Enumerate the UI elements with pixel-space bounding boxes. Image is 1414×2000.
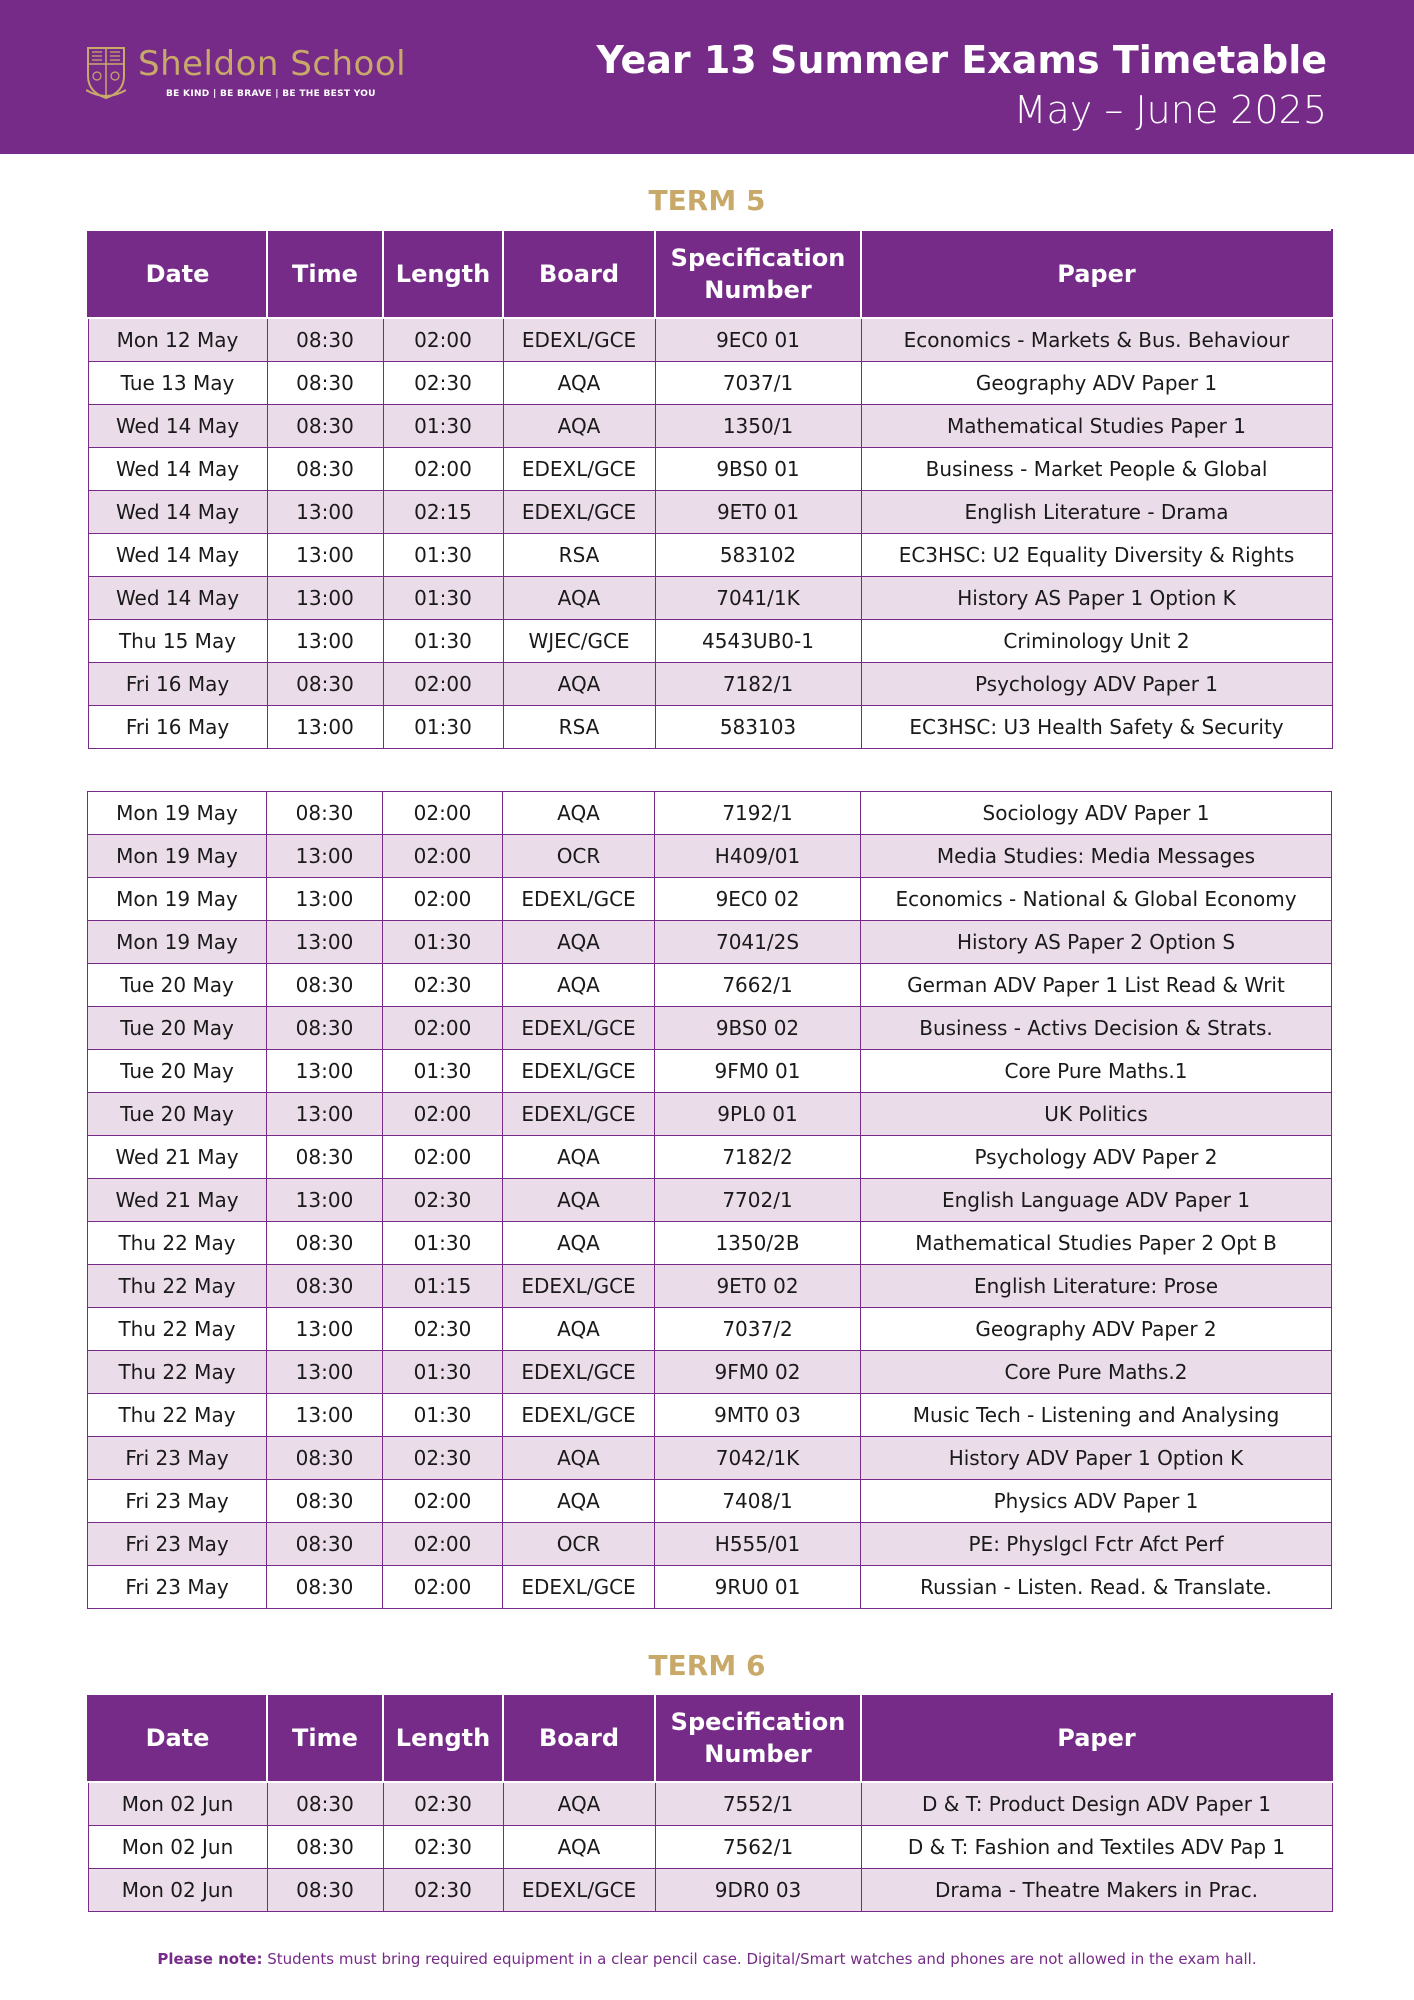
term5-label: TERM 5 (648, 184, 766, 217)
cell-length: 02:00 (383, 1480, 503, 1523)
cell-date: Mon 02 Jun (88, 1782, 267, 1826)
cell-spec: 7037/2 (655, 1308, 861, 1351)
school-crest-icon (86, 46, 126, 100)
table-row (88, 1826, 1332, 1869)
cell-date: Wed 14 May (88, 491, 267, 534)
cell-date: Mon 19 May (88, 835, 267, 878)
cell-board: AQA (503, 1308, 655, 1351)
spec-header-line2: Number (704, 1740, 812, 1768)
cell-date: Mon 12 May (88, 318, 267, 362)
table-row (88, 318, 1332, 362)
col-header-board: Board (503, 230, 655, 318)
col-header-time: Time (267, 1694, 383, 1782)
cell-spec: 7041/2S (655, 921, 861, 964)
cell-board: EDEXL/GCE (503, 1394, 655, 1437)
cell-board: AQA (503, 1437, 655, 1480)
table-row (88, 706, 1332, 749)
term5-table-continued (87, 791, 1332, 1609)
cell-spec: 1350/1 (655, 405, 861, 448)
cell-paper: English Language ADV Paper 1 (861, 1179, 1332, 1222)
cell-time: 08:30 (267, 448, 383, 491)
cell-board: EDEXL/GCE (503, 1265, 655, 1308)
col-header-paper: Paper (861, 1694, 1332, 1782)
cell-length: 02:00 (383, 1007, 503, 1050)
cell-length: 02:00 (383, 835, 503, 878)
cell-time: 08:30 (267, 1265, 383, 1308)
cell-date: Thu 22 May (88, 1308, 267, 1351)
cell-board: EDEXL/GCE (503, 1007, 655, 1050)
cell-time: 13:00 (267, 577, 383, 620)
cell-board: EDEXL/GCE (503, 491, 655, 534)
cell-paper: EC3HSC: U2 Equality Diversity & Rights (861, 534, 1332, 577)
cell-board: EDEXL/GCE (503, 448, 655, 491)
col-header-spec (655, 230, 861, 318)
term6-table (87, 1693, 1333, 1912)
cell-spec: 9DR0 03 (655, 1869, 861, 1912)
cell-length: 02:00 (383, 1136, 503, 1179)
cell-date: Fri 23 May (88, 1566, 267, 1609)
cell-paper: Russian - Listen. Read. & Translate. (861, 1566, 1332, 1609)
cell-date: Thu 22 May (88, 1222, 267, 1265)
cell-paper: EC3HSC: U3 Health Safety & Security (861, 706, 1332, 749)
cell-length: 02:30 (383, 1308, 503, 1351)
table-row (88, 620, 1332, 663)
cell-length: 02:00 (383, 1523, 503, 1566)
table-row (88, 1351, 1332, 1394)
cell-spec: 9FM0 01 (655, 1050, 861, 1093)
cell-time: 13:00 (267, 1179, 383, 1222)
cell-date: Wed 21 May (88, 1179, 267, 1222)
table-row (88, 1782, 1332, 1826)
cell-time: 13:00 (267, 1093, 383, 1136)
cell-spec: 9EC0 02 (655, 878, 861, 921)
note-label: Please note: (157, 1950, 263, 1968)
table-row (88, 792, 1332, 835)
note-text: Students must bring required equipment in a clear pencil case. Digital/Smart watches and phones are not allowed in the exam hall. (262, 1950, 1257, 1968)
cell-spec: 583103 (655, 706, 861, 749)
cell-paper: Economics - Markets & Bus. Behaviour (861, 318, 1332, 362)
cell-time: 08:30 (267, 362, 383, 405)
cell-spec: H409/01 (655, 835, 861, 878)
table-row (88, 878, 1332, 921)
col-header-spec (655, 1694, 861, 1782)
cell-board: OCR (503, 835, 655, 878)
cell-paper: Mathematical Studies Paper 1 (861, 405, 1332, 448)
page-header (0, 0, 1414, 154)
cell-spec: 7042/1K (655, 1437, 861, 1480)
cell-date: Tue 20 May (88, 1050, 267, 1093)
cell-paper: D & T: Product Design ADV Paper 1 (861, 1782, 1332, 1826)
cell-time: 08:30 (267, 1136, 383, 1179)
table-row (88, 835, 1332, 878)
table-row (88, 1566, 1332, 1609)
cell-time: 13:00 (267, 620, 383, 663)
school-motto: BE KIND | BE BRAVE | BE THE BEST YOU (166, 89, 376, 99)
cell-board: EDEXL/GCE (503, 1869, 655, 1912)
cell-time: 08:30 (267, 1007, 383, 1050)
table-row (88, 577, 1332, 620)
table-row (88, 663, 1332, 706)
col-header-date: Date (88, 230, 267, 318)
cell-paper: Music Tech - Listening and Analysing (861, 1394, 1332, 1437)
cell-length: 02:00 (383, 1093, 503, 1136)
cell-length: 01:30 (383, 577, 503, 620)
table-row (88, 1136, 1332, 1179)
cell-date: Thu 22 May (88, 1265, 267, 1308)
cell-length: 02:30 (383, 1437, 503, 1480)
cell-time: 08:30 (267, 964, 383, 1007)
col-header-time: Time (267, 230, 383, 318)
school-logo (86, 44, 407, 106)
table-row (88, 362, 1332, 405)
cell-date: Fri 23 May (88, 1437, 267, 1480)
table-row (88, 448, 1332, 491)
cell-spec: 4543UB0-1 (655, 620, 861, 663)
cell-board: AQA (503, 1826, 655, 1869)
col-header-date: Date (88, 1694, 267, 1782)
cell-date: Wed 14 May (88, 534, 267, 577)
cell-date: Mon 19 May (88, 878, 267, 921)
cell-length: 02:00 (383, 792, 503, 835)
cell-board: AQA (503, 663, 655, 706)
cell-time: 08:30 (267, 792, 383, 835)
cell-length: 02:00 (383, 448, 503, 491)
cell-paper: Geography ADV Paper 2 (861, 1308, 1332, 1351)
cell-board: EDEXL/GCE (503, 1050, 655, 1093)
table-row (88, 1222, 1332, 1265)
cell-length: 01:30 (383, 706, 503, 749)
cell-paper: Media Studies: Media Messages (861, 835, 1332, 878)
cell-length: 01:30 (383, 1222, 503, 1265)
page-title: Year 13 Summer Exams Timetable (596, 38, 1327, 82)
cell-board: AQA (503, 1136, 655, 1179)
cell-paper: Business - Market People & Global (861, 448, 1332, 491)
cell-time: 08:30 (267, 1523, 383, 1566)
table-row (88, 1007, 1332, 1050)
cell-time: 08:30 (267, 1480, 383, 1523)
table-row (88, 405, 1332, 448)
cell-length: 02:30 (383, 1179, 503, 1222)
cell-date: Tue 20 May (88, 964, 267, 1007)
cell-board: AQA (503, 362, 655, 405)
spec-header-line2: Number (704, 276, 812, 304)
cell-date: Mon 02 Jun (88, 1826, 267, 1869)
cell-date: Thu 15 May (88, 620, 267, 663)
cell-board: RSA (503, 534, 655, 577)
cell-spec: 7182/1 (655, 663, 861, 706)
cell-length: 02:30 (383, 964, 503, 1007)
cell-date: Mon 02 Jun (88, 1869, 267, 1912)
table-row (88, 1179, 1332, 1222)
table-row (88, 491, 1332, 534)
cell-date: Tue 20 May (88, 1007, 267, 1050)
cell-paper: Sociology ADV Paper 1 (861, 792, 1332, 835)
cell-length: 01:30 (383, 1351, 503, 1394)
table-row (88, 1523, 1332, 1566)
cell-paper: UK Politics (861, 1093, 1332, 1136)
col-header-length: Length (383, 230, 503, 318)
cell-board: OCR (503, 1523, 655, 1566)
cell-time: 08:30 (267, 1222, 383, 1265)
cell-paper: Core Pure Maths.2 (861, 1351, 1332, 1394)
term6-label: TERM 6 (648, 1649, 766, 1682)
cell-board: AQA (503, 964, 655, 1007)
cell-board: AQA (503, 1782, 655, 1826)
cell-paper: History AS Paper 1 Option K (861, 577, 1332, 620)
cell-date: Wed 21 May (88, 1136, 267, 1179)
cell-paper: Criminology Unit 2 (861, 620, 1332, 663)
cell-date: Fri 23 May (88, 1480, 267, 1523)
cell-board: AQA (503, 1480, 655, 1523)
cell-spec: 9EC0 01 (655, 318, 861, 362)
cell-time: 08:30 (267, 1869, 383, 1912)
cell-date: Mon 19 May (88, 921, 267, 964)
cell-time: 13:00 (267, 1394, 383, 1437)
cell-length: 01:30 (383, 921, 503, 964)
cell-board: AQA (503, 405, 655, 448)
term5-table (87, 229, 1333, 749)
cell-spec: 7702/1 (655, 1179, 861, 1222)
table-row (88, 1308, 1332, 1351)
table-row (88, 921, 1332, 964)
cell-date: Thu 22 May (88, 1351, 267, 1394)
cell-date: Fri 16 May (88, 663, 267, 706)
col-header-paper: Paper (861, 230, 1332, 318)
cell-board: RSA (503, 706, 655, 749)
page-subtitle: May – June 2025 (1013, 88, 1327, 132)
cell-paper: Mathematical Studies Paper 2 Opt B (861, 1222, 1332, 1265)
cell-time: 13:00 (267, 835, 383, 878)
cell-paper: PE: Physlgcl Fctr Afct Perf (861, 1523, 1332, 1566)
table-header-row (88, 230, 1332, 318)
cell-length: 02:30 (383, 1869, 503, 1912)
cell-time: 13:00 (267, 1050, 383, 1093)
cell-board: AQA (503, 921, 655, 964)
table-row (88, 1394, 1332, 1437)
cell-length: 02:15 (383, 491, 503, 534)
cell-length: 01:30 (383, 1394, 503, 1437)
cell-board: EDEXL/GCE (503, 1566, 655, 1609)
cell-date: Wed 14 May (88, 448, 267, 491)
cell-spec: 9MT0 03 (655, 1394, 861, 1437)
cell-board: EDEXL/GCE (503, 878, 655, 921)
cell-paper: Core Pure Maths.1 (861, 1050, 1332, 1093)
cell-paper: English Literature: Prose (861, 1265, 1332, 1308)
cell-paper: Geography ADV Paper 1 (861, 362, 1332, 405)
cell-time: 13:00 (267, 1308, 383, 1351)
col-header-length: Length (383, 1694, 503, 1782)
table-row (88, 964, 1332, 1007)
cell-spec: 9BS0 02 (655, 1007, 861, 1050)
table-row (88, 1869, 1332, 1912)
cell-length: 02:30 (383, 1826, 503, 1869)
cell-length: 01:30 (383, 534, 503, 577)
cell-spec: 583102 (655, 534, 861, 577)
cell-spec: 7037/1 (655, 362, 861, 405)
cell-time: 13:00 (267, 491, 383, 534)
cell-paper: Psychology ADV Paper 1 (861, 663, 1332, 706)
cell-time: 08:30 (267, 405, 383, 448)
table-row (88, 1050, 1332, 1093)
cell-paper: Economics - National & Global Economy (861, 878, 1332, 921)
col-header-board: Board (503, 1694, 655, 1782)
cell-board: EDEXL/GCE (503, 318, 655, 362)
spec-header-line1: Specification (670, 1708, 846, 1736)
cell-spec: 9FM0 02 (655, 1351, 861, 1394)
cell-spec: 9ET0 01 (655, 491, 861, 534)
table-row (88, 1265, 1332, 1308)
cell-date: Wed 14 May (88, 405, 267, 448)
cell-length: 02:00 (383, 1566, 503, 1609)
table-row (88, 1437, 1332, 1480)
cell-spec: 7552/1 (655, 1782, 861, 1826)
table-row (88, 534, 1332, 577)
cell-board: EDEXL/GCE (503, 1093, 655, 1136)
cell-spec: 9ET0 02 (655, 1265, 861, 1308)
spec-header-line1: Specification (670, 244, 846, 272)
cell-time: 08:30 (267, 1782, 383, 1826)
cell-time: 08:30 (267, 1826, 383, 1869)
cell-spec: 7562/1 (655, 1826, 861, 1869)
cell-length: 02:00 (383, 318, 503, 362)
cell-spec: 9PL0 01 (655, 1093, 861, 1136)
cell-time: 08:30 (267, 1566, 383, 1609)
cell-length: 01:30 (383, 620, 503, 663)
cell-length: 02:30 (383, 1782, 503, 1826)
cell-board: AQA (503, 1222, 655, 1265)
table-row (88, 1480, 1332, 1523)
table-row (88, 1093, 1332, 1136)
cell-paper: Physics ADV Paper 1 (861, 1480, 1332, 1523)
cell-spec: 7662/1 (655, 964, 861, 1007)
cell-board: AQA (503, 792, 655, 835)
cell-date: Tue 13 May (88, 362, 267, 405)
cell-board: AQA (503, 577, 655, 620)
cell-time: 13:00 (267, 921, 383, 964)
cell-board: WJEC/GCE (503, 620, 655, 663)
cell-time: 08:30 (267, 1437, 383, 1480)
cell-spec: 9RU0 01 (655, 1566, 861, 1609)
cell-length: 01:30 (383, 1050, 503, 1093)
cell-paper: History ADV Paper 1 Option K (861, 1437, 1332, 1480)
cell-time: 08:30 (267, 663, 383, 706)
cell-date: Tue 20 May (88, 1093, 267, 1136)
cell-length: 01:15 (383, 1265, 503, 1308)
cell-length: 02:00 (383, 878, 503, 921)
cell-time: 13:00 (267, 878, 383, 921)
cell-spec: H555/01 (655, 1523, 861, 1566)
cell-time: 13:00 (267, 1351, 383, 1394)
cell-spec: 7182/2 (655, 1136, 861, 1179)
cell-board: EDEXL/GCE (503, 1351, 655, 1394)
cell-time: 13:00 (267, 534, 383, 577)
table-header-row (88, 1694, 1332, 1782)
cell-paper: Drama - Theatre Makers in Prac. (861, 1869, 1332, 1912)
cell-spec: 7408/1 (655, 1480, 861, 1523)
school-name: Sheldon School (138, 44, 407, 84)
cell-date: Fri 23 May (88, 1523, 267, 1566)
cell-length: 01:30 (383, 405, 503, 448)
cell-paper: History AS Paper 2 Option S (861, 921, 1332, 964)
cell-time: 13:00 (267, 706, 383, 749)
cell-length: 02:00 (383, 663, 503, 706)
cell-paper: Psychology ADV Paper 2 (861, 1136, 1332, 1179)
cell-time: 08:30 (267, 318, 383, 362)
cell-board: AQA (503, 1179, 655, 1222)
cell-spec: 1350/2B (655, 1222, 861, 1265)
cell-paper: German ADV Paper 1 List Read & Writ (861, 964, 1332, 1007)
cell-spec: 7192/1 (655, 792, 861, 835)
cell-date: Wed 14 May (88, 577, 267, 620)
cell-length: 02:30 (383, 362, 503, 405)
cell-paper: English Literature - Drama (861, 491, 1332, 534)
cell-date: Mon 19 May (88, 792, 267, 835)
cell-spec: 7041/1K (655, 577, 861, 620)
footer-note (0, 1950, 1414, 1968)
cell-date: Fri 16 May (88, 706, 267, 749)
cell-date: Thu 22 May (88, 1394, 267, 1437)
cell-paper: Business - Activs Decision & Strats. (861, 1007, 1332, 1050)
cell-spec: 9BS0 01 (655, 448, 861, 491)
cell-paper: D & T: Fashion and Textiles ADV Pap 1 (861, 1826, 1332, 1869)
